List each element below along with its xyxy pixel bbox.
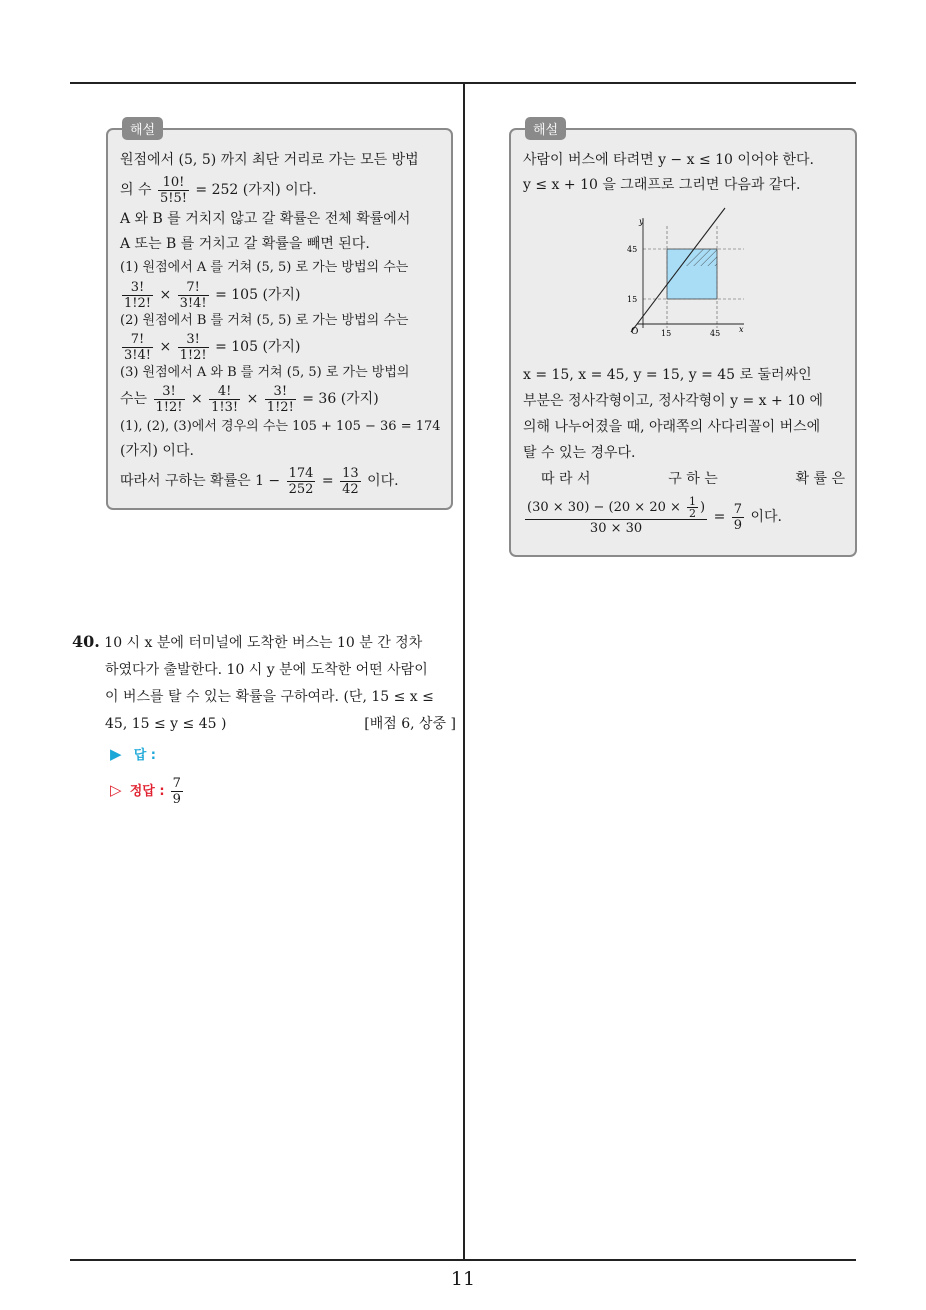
solution-line: A 와 B 를 거치지 않고 갈 확률은 전체 확률에서 xyxy=(120,211,411,227)
solution-line: (3) 원점에서 A 와 B 를 거쳐 (5, 5) 로 가는 방법의 xyxy=(120,365,410,380)
problem-line: 하였다가 출발한다. 10 시 y 분에 도착한 어떤 사람이 xyxy=(105,662,428,678)
solution-text xyxy=(120,148,441,498)
probability-graph xyxy=(619,206,759,341)
problem-line: 45, 15 ≤ y ≤ 45 ) xyxy=(105,716,227,732)
solution-tag: 해설 xyxy=(122,117,163,140)
x-tick-15: 15 xyxy=(661,329,672,338)
solution-line: 따라서 구하는 확률은 1 − $\frac{174}{252}$ = $\frac{13}{42}$ 이다. xyxy=(120,465,399,497)
correct-answer-row xyxy=(110,776,185,807)
solution-line: x = 15, x = 45, y = 15, y = 45 로 둘러싸인 xyxy=(523,367,812,383)
solution-line: $\frac{3!}{1!2!}$ × $\frac{7!}{3!4!}$ = 105 (가지) xyxy=(124,279,301,311)
solution-text xyxy=(523,148,845,198)
problem-line: 이 버스를 탈 수 있는 확률을 구하여라. (단, 15 ≤ x ≤ xyxy=(105,689,434,705)
solution-line: y ≤ x + 10 을 그래프로 그리면 다음과 같다. xyxy=(523,177,801,193)
problem-40 xyxy=(72,628,456,738)
solution-line: (2) 원점에서 B 를 거쳐 (5, 5) 로 가는 방법의 수는 xyxy=(120,313,409,328)
fraction: $\frac{3!}{1!2!}$ xyxy=(179,331,207,363)
page-number: 11 xyxy=(450,1268,476,1290)
y-tick-15: 15 xyxy=(627,295,638,304)
solution-line: (1), (2), (3)에서 경우의 수는 105 + 105 − 36 = 174 xyxy=(120,419,441,434)
fraction: $\frac{3!}{1!2!}$ xyxy=(124,279,151,311)
fraction: (30 × 30) − (20 × 20 × $\frac{1}{2}$ ) 30 × 30 xyxy=(527,495,706,536)
fraction: $\frac{174}{252}$ xyxy=(288,465,314,497)
solution-box-left xyxy=(106,123,453,510)
solution-line: $\frac{7!}{3!4!}$ × $\frac{3!}{1!2!}$ = 105 (가지) xyxy=(124,331,301,363)
x-axis-label: x xyxy=(739,325,744,334)
y-axis-label: y xyxy=(639,217,644,226)
fraction: $\frac{7!}{3!4!}$ xyxy=(124,331,151,363)
answer-label: 답 : xyxy=(133,748,156,763)
fraction: $\frac{7!}{3!4!}$ xyxy=(179,279,207,311)
solution-line: 의해 나누어졌을 때, 아래쪽의 사다리꼴이 버스에 xyxy=(523,419,821,435)
solution-line: 따 라 서 구 하 는 확 률 은 xyxy=(541,471,845,487)
fraction: $\frac{3!}{1!2!}$ xyxy=(266,383,294,415)
solution-line: 사람이 버스에 타려면 y − x ≤ 10 이어야 한다. xyxy=(523,152,814,168)
solution-text-lower xyxy=(523,362,845,538)
fraction: $\frac{13}{42}$ xyxy=(342,465,359,497)
solution-line: 탈 수 있는 경우다. xyxy=(523,445,636,461)
solution-line: A 또는 B 를 거치고 갈 확률을 빼면 된다. xyxy=(120,236,370,252)
solution-line: 수는 $\frac{3!}{1!2!}$ × $\frac{4!}{1!3!}$ × $\frac{3!}{1!2!}$ = 36 (가지) xyxy=(120,383,379,415)
bottom-rule xyxy=(70,1259,856,1261)
solution-tag: 해설 xyxy=(525,117,566,140)
y-tick-45: 45 xyxy=(627,245,638,254)
probability-expression: (30 × 30) − (20 × 20 × $\frac{1}{2}$ ) 30 × 30 = $\frac{7}{9}$ 이다. xyxy=(527,495,782,536)
play-outline-icon: ▷ xyxy=(110,781,122,799)
fraction: $\frac{10!}{5!5!}$ xyxy=(159,174,187,206)
solution-line: 부분은 정사각형이고, 정사각형이 y = x + 10 에 xyxy=(523,393,823,409)
solution-line: (가지) 이다. xyxy=(120,443,194,459)
problem-number: 40. xyxy=(72,632,100,651)
play-filled-icon: ▶ xyxy=(110,745,122,763)
column-divider xyxy=(463,83,465,1260)
x-tick-45: 45 xyxy=(710,329,721,338)
solution-line: 의 수 $\frac{10!}{5!5!}$ = 252 (가지) 이다. xyxy=(120,174,317,206)
correct-answer-value: $\frac{7}{9}$ xyxy=(172,776,181,807)
answer-row xyxy=(110,744,156,763)
solution-line: 원점에서 (5, 5) 까지 최단 거리로 가는 모든 방법 xyxy=(120,152,419,168)
points-label: [배점 6, 상중 ] xyxy=(364,716,456,732)
solution-line: (1) 원점에서 A 를 거쳐 (5, 5) 로 가는 방법의 수는 xyxy=(120,260,409,275)
solution-box-right xyxy=(509,123,857,557)
origin-label: O xyxy=(631,327,639,337)
fraction: $\frac{4!}{1!3!}$ xyxy=(211,383,239,415)
fraction: $\frac{3!}{1!2!}$ xyxy=(155,383,183,415)
correct-answer-label: 정답 : xyxy=(129,784,165,799)
fraction: $\frac{7}{9}$ xyxy=(733,501,743,533)
problem-line: 10 시 x 분에 터미널에 도착한 버스는 10 분 간 정차 xyxy=(104,635,423,651)
